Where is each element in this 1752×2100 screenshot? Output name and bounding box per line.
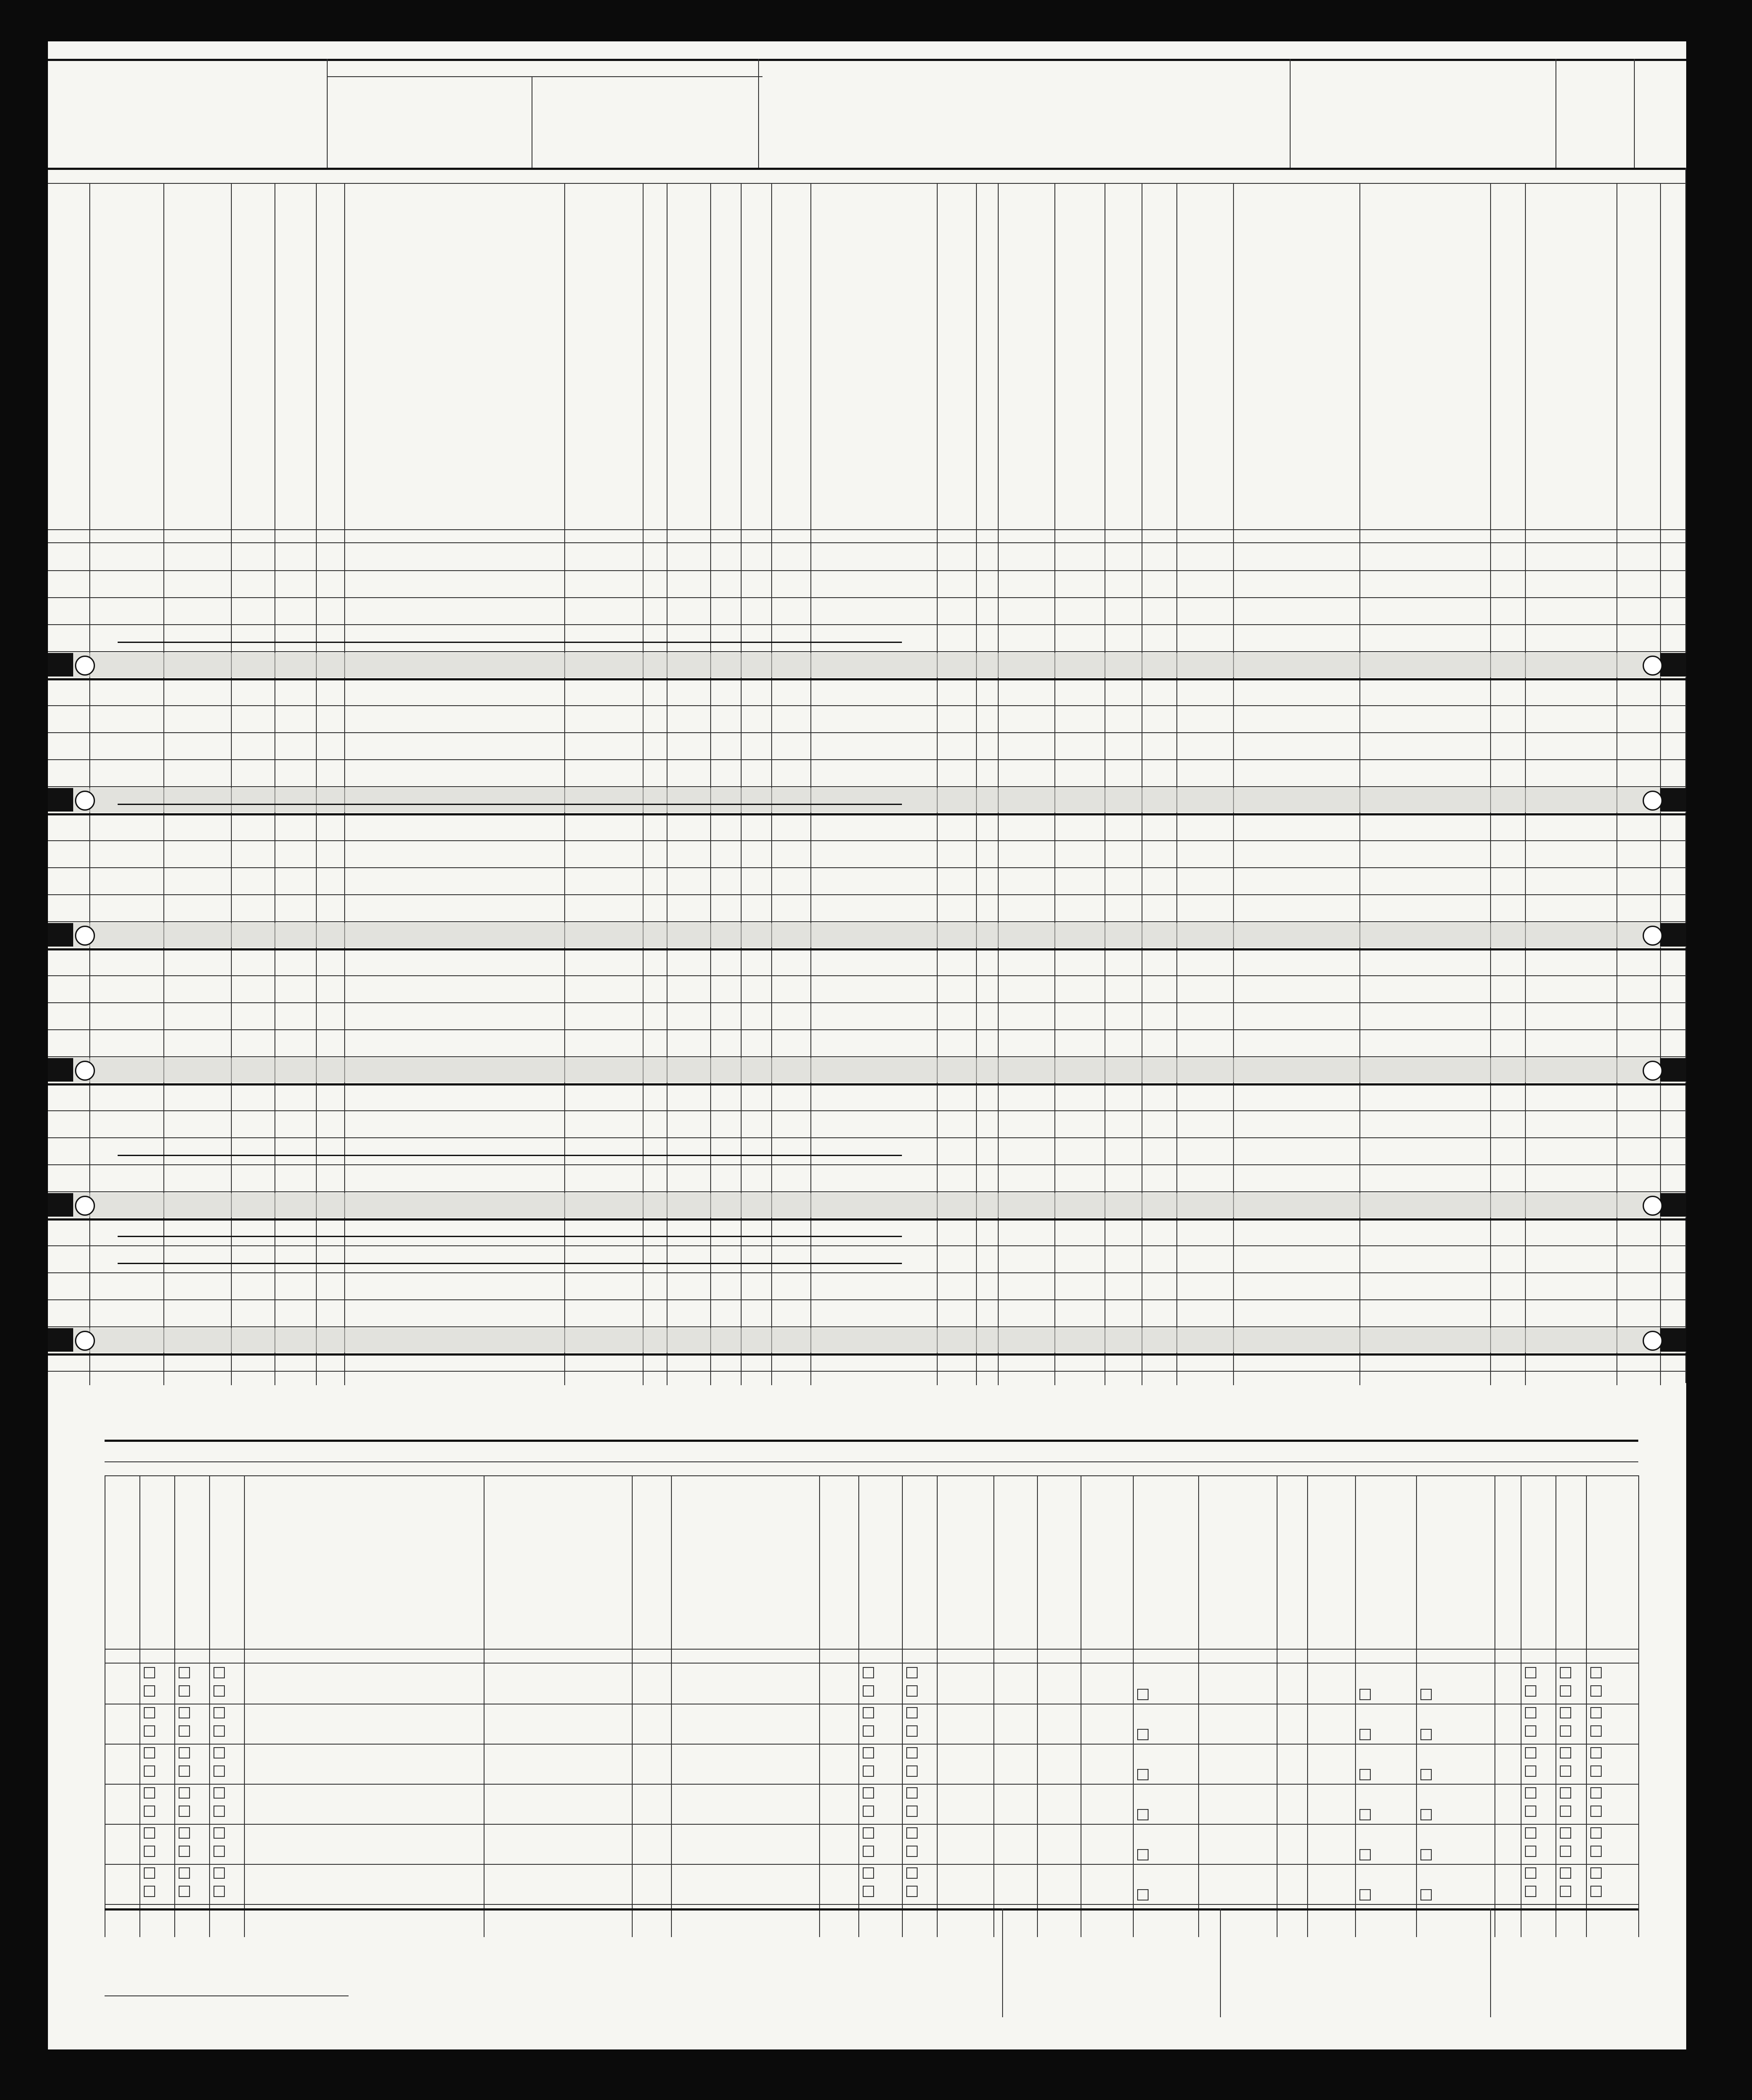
no-checkbox[interactable] (1525, 1765, 1538, 1777)
rule-line (48, 542, 1686, 543)
rule-line (105, 1904, 1638, 1905)
rule-line (1555, 1475, 1556, 1937)
no-checkbox[interactable] (906, 1846, 919, 1857)
no-checkbox[interactable] (179, 1725, 192, 1737)
none-checkbox[interactable] (1137, 1729, 1150, 1740)
rule-line (244, 1475, 245, 1937)
yes-checkbox[interactable] (1590, 1707, 1603, 1718)
yes-checkbox[interactable] (1525, 1867, 1538, 1879)
yes-checkbox[interactable] (213, 1667, 227, 1678)
sample-line-circle (1643, 791, 1663, 811)
no-checkbox[interactable] (213, 1765, 227, 1777)
rule-line (48, 975, 1686, 976)
rule-line (1521, 1475, 1522, 1937)
no-checkbox[interactable] (1560, 1685, 1573, 1697)
yes-checkbox[interactable] (863, 1827, 876, 1839)
no-checkbox[interactable] (906, 1725, 919, 1737)
yes-checkbox[interactable] (1525, 1667, 1538, 1678)
yes-checkbox[interactable] (179, 1667, 192, 1678)
rule-line (48, 1353, 1686, 1356)
yes-checkbox[interactable] (144, 1707, 157, 1718)
rule-line (48, 59, 1686, 61)
no-checkbox[interactable] (906, 1765, 919, 1777)
no-checkbox[interactable] (144, 1765, 157, 1777)
rule-line (48, 786, 1686, 787)
rule-line (209, 1475, 210, 1937)
none-checkbox[interactable] (1359, 1889, 1372, 1900)
yes-checkbox[interactable] (144, 1667, 157, 1678)
yes-checkbox[interactable] (1560, 1747, 1573, 1758)
rule-line (902, 1475, 903, 1937)
yes-checkbox[interactable] (1525, 1747, 1538, 1758)
ask-ques-tag (1660, 788, 1686, 812)
rule-line (105, 1824, 1638, 1825)
rule-line (105, 1475, 1638, 1476)
rule-line (48, 1218, 1686, 1221)
rule-line (48, 570, 1686, 571)
strike-line (118, 804, 902, 805)
sample-line-tag (48, 1058, 73, 1082)
yes-checkbox[interactable] (863, 1667, 876, 1678)
yes-checkbox[interactable] (1525, 1787, 1538, 1799)
no-checkbox[interactable] (213, 1846, 227, 1857)
yes-checkbox[interactable] (906, 1667, 919, 1678)
rule-line (105, 1784, 1638, 1785)
sample-line-circle (75, 791, 95, 811)
no-checkbox[interactable] (1590, 1846, 1603, 1857)
no-checkbox[interactable] (906, 1886, 919, 1897)
no-checkbox[interactable] (179, 1685, 192, 1697)
rule-line (48, 1272, 1686, 1273)
rule-line (48, 1245, 1686, 1246)
rule-line (48, 921, 1686, 922)
yes-checkbox[interactable] (1590, 1787, 1603, 1799)
rule-line (105, 1995, 349, 1996)
none-checkbox[interactable] (1359, 1809, 1372, 1820)
none-checkbox[interactable] (1420, 1769, 1433, 1780)
sample-line-circle (1643, 926, 1663, 946)
no-checkbox[interactable] (863, 1765, 876, 1777)
yes-checkbox[interactable] (179, 1867, 192, 1879)
no-checkbox[interactable] (144, 1886, 157, 1897)
sample-line-circle (75, 656, 95, 676)
rule-line (1638, 1475, 1639, 1937)
rule-line (48, 705, 1686, 706)
no-checkbox[interactable] (1590, 1765, 1603, 1777)
no-checkbox[interactable] (179, 1846, 192, 1857)
no-checkbox[interactable] (144, 1846, 157, 1857)
rule-line (1555, 59, 1556, 168)
none-checkbox[interactable] (1420, 1689, 1433, 1700)
no-checkbox[interactable] (1560, 1725, 1573, 1737)
no-checkbox[interactable] (1525, 1886, 1538, 1897)
yes-checkbox[interactable] (1560, 1667, 1573, 1678)
none-checkbox[interactable] (1420, 1729, 1433, 1740)
rule-line (48, 597, 1686, 598)
rule-line (484, 1475, 485, 1937)
rule-line (105, 1864, 1638, 1865)
rule-line (48, 1326, 1686, 1327)
sample-line-tag (48, 788, 73, 812)
yes-checkbox[interactable] (1560, 1827, 1573, 1839)
no-checkbox[interactable] (863, 1725, 876, 1737)
none-checkbox[interactable] (1420, 1889, 1433, 1900)
ask-ques-tag (1660, 1193, 1686, 1217)
strike-line (118, 642, 902, 643)
rule-line (1290, 59, 1291, 168)
none-checkbox[interactable] (1137, 1769, 1150, 1780)
rule-line (48, 624, 1686, 625)
no-checkbox[interactable] (863, 1886, 876, 1897)
rule-line (105, 1663, 1638, 1664)
rule-line (48, 1056, 1686, 1057)
no-checkbox[interactable] (1525, 1806, 1538, 1817)
rule-line (758, 59, 759, 168)
no-checkbox[interactable] (1560, 1886, 1573, 1897)
sample-line-band (48, 653, 1686, 677)
no-checkbox[interactable] (1525, 1685, 1538, 1697)
ask-ques-tag (1660, 1058, 1686, 1082)
no-checkbox[interactable] (1560, 1846, 1573, 1857)
ask-ques-tag (1660, 923, 1686, 947)
sample-line-circle (1643, 1196, 1663, 1216)
yes-checkbox[interactable] (906, 1747, 919, 1758)
yes-checkbox[interactable] (144, 1827, 157, 1839)
yes-checkbox[interactable] (1525, 1707, 1538, 1718)
rule-line (48, 759, 1686, 760)
rule-line (105, 1440, 1638, 1442)
rule-line (48, 732, 1686, 733)
rule-line (819, 1475, 820, 1937)
rule-line (993, 1475, 994, 1937)
rule-line (1634, 59, 1635, 168)
no-checkbox[interactable] (1525, 1725, 1538, 1737)
rule-line (327, 76, 762, 77)
yes-checkbox[interactable] (1560, 1867, 1573, 1879)
no-checkbox[interactable] (144, 1806, 157, 1817)
rule-line (48, 894, 1686, 895)
none-checkbox[interactable] (1137, 1689, 1150, 1700)
rule-line (1277, 1475, 1278, 1937)
yes-checkbox[interactable] (213, 1867, 227, 1879)
strike-line (118, 1263, 902, 1264)
sample-line-tag (48, 653, 73, 676)
sample-line-tag (48, 1193, 73, 1217)
no-checkbox[interactable] (144, 1725, 157, 1737)
rule-line (1494, 1475, 1495, 1937)
no-checkbox[interactable] (179, 1806, 192, 1817)
none-checkbox[interactable] (1359, 1849, 1372, 1860)
rule-line (48, 1110, 1686, 1111)
rule-line (105, 1461, 1638, 1462)
rule-line (139, 1475, 140, 1937)
rule-line (1490, 1908, 1491, 2017)
yes-checkbox[interactable] (179, 1787, 192, 1799)
sample-line-circle (1643, 1061, 1663, 1081)
yes-checkbox[interactable] (863, 1867, 876, 1879)
rule-line (1416, 1475, 1417, 1937)
yes-checkbox[interactable] (213, 1747, 227, 1758)
sample-line-band (48, 1193, 1686, 1217)
yes-checkbox[interactable] (863, 1707, 876, 1718)
yes-checkbox[interactable] (906, 1787, 919, 1799)
ask-ques-tag (1660, 1328, 1686, 1352)
yes-checkbox[interactable] (1590, 1667, 1603, 1678)
sample-line-circle (75, 926, 95, 946)
sample-line-circle (1643, 656, 1663, 676)
rule-line (48, 1029, 1686, 1030)
ask-ques-tag (1660, 653, 1686, 676)
sample-line-circle (75, 1331, 95, 1351)
rule-line (105, 1649, 1638, 1650)
strike-line (118, 1155, 902, 1156)
none-checkbox[interactable] (1359, 1769, 1372, 1780)
rule-line (48, 529, 1686, 530)
yes-checkbox[interactable] (179, 1747, 192, 1758)
yes-checkbox[interactable] (1525, 1827, 1538, 1839)
sample-line-tag (48, 1328, 73, 1352)
census-sheet (48, 41, 1686, 2049)
no-checkbox[interactable] (906, 1685, 919, 1697)
rule-line (632, 1475, 633, 1937)
none-checkbox[interactable] (1137, 1809, 1150, 1820)
no-checkbox[interactable] (1590, 1886, 1603, 1897)
none-checkbox[interactable] (1137, 1849, 1150, 1860)
rule-line (1037, 1475, 1038, 1937)
rule-line (48, 1371, 1686, 1372)
no-checkbox[interactable] (179, 1886, 192, 1897)
no-checkbox[interactable] (1525, 1846, 1538, 1857)
rule-line (1002, 1908, 1003, 2017)
rule-line (858, 1475, 859, 1937)
yes-checkbox[interactable] (1590, 1747, 1603, 1758)
yes-checkbox[interactable] (906, 1827, 919, 1839)
no-checkbox[interactable] (863, 1846, 876, 1857)
none-checkbox[interactable] (1420, 1809, 1433, 1820)
no-checkbox[interactable] (213, 1725, 227, 1737)
yes-checkbox[interactable] (144, 1747, 157, 1758)
rule-line (105, 1744, 1638, 1745)
rule-line (48, 168, 1686, 170)
yes-checkbox[interactable] (213, 1787, 227, 1799)
rule-line (48, 1002, 1686, 1003)
sample-line-band (48, 923, 1686, 947)
no-checkbox[interactable] (144, 1685, 157, 1697)
none-checkbox[interactable] (1137, 1889, 1150, 1900)
none-checkbox[interactable] (1359, 1689, 1372, 1700)
rule-line (48, 651, 1686, 652)
rule-line (174, 1475, 175, 1937)
sample-line-tag (48, 923, 73, 947)
rule-line (1586, 1475, 1587, 1937)
no-checkbox[interactable] (213, 1806, 227, 1817)
none-checkbox[interactable] (1420, 1849, 1433, 1860)
no-checkbox[interactable] (1560, 1765, 1573, 1777)
no-checkbox[interactable] (1590, 1725, 1603, 1737)
rule-line (48, 1191, 1686, 1192)
rule-line (105, 1908, 1638, 1911)
sample-line-circle (1643, 1331, 1663, 1351)
yes-checkbox[interactable] (179, 1707, 192, 1718)
sample-line-circle (75, 1061, 95, 1081)
yes-checkbox[interactable] (213, 1707, 227, 1718)
sample-line-band (48, 1058, 1686, 1082)
yes-checkbox[interactable] (1560, 1787, 1573, 1799)
yes-checkbox[interactable] (906, 1867, 919, 1879)
rule-line (48, 678, 1686, 680)
rule-line (48, 813, 1686, 815)
sample-line-circle (75, 1196, 95, 1216)
yes-checkbox[interactable] (144, 1867, 157, 1879)
yes-checkbox[interactable] (906, 1707, 919, 1718)
rule-line (48, 948, 1686, 950)
rule-line (937, 1475, 938, 1937)
rule-line (48, 1137, 1686, 1138)
no-checkbox[interactable] (863, 1806, 876, 1817)
rule-line (1355, 1475, 1356, 1937)
yes-checkbox[interactable] (1590, 1827, 1603, 1839)
rule-line (1133, 1475, 1134, 1937)
no-checkbox[interactable] (1590, 1685, 1603, 1697)
yes-checkbox[interactable] (213, 1827, 227, 1839)
yes-checkbox[interactable] (1590, 1867, 1603, 1879)
rule-line (48, 183, 1686, 184)
yes-checkbox[interactable] (144, 1787, 157, 1799)
no-checkbox[interactable] (1560, 1806, 1573, 1817)
no-checkbox[interactable] (213, 1685, 227, 1697)
no-checkbox[interactable] (1590, 1806, 1603, 1817)
no-checkbox[interactable] (906, 1806, 919, 1817)
yes-checkbox[interactable] (863, 1787, 876, 1799)
rule-line (48, 1299, 1686, 1300)
no-checkbox[interactable] (213, 1886, 227, 1897)
yes-checkbox[interactable] (179, 1827, 192, 1839)
sample-line-band (48, 788, 1686, 812)
yes-checkbox[interactable] (1560, 1707, 1573, 1718)
no-checkbox[interactable] (179, 1765, 192, 1777)
sample-line-band (48, 1328, 1686, 1353)
rule-line (327, 59, 328, 168)
no-checkbox[interactable] (863, 1685, 876, 1697)
none-checkbox[interactable] (1359, 1729, 1372, 1740)
rule-line (48, 840, 1686, 841)
strike-line (118, 1236, 902, 1237)
yes-checkbox[interactable] (863, 1747, 876, 1758)
rule-line (48, 1083, 1686, 1086)
rule-line (48, 1164, 1686, 1165)
rule-line (48, 867, 1686, 868)
rule-line (671, 1475, 672, 1937)
rule-line (1220, 1908, 1221, 2017)
rule-line (1198, 1475, 1199, 1937)
rule-line (1307, 1475, 1308, 1937)
